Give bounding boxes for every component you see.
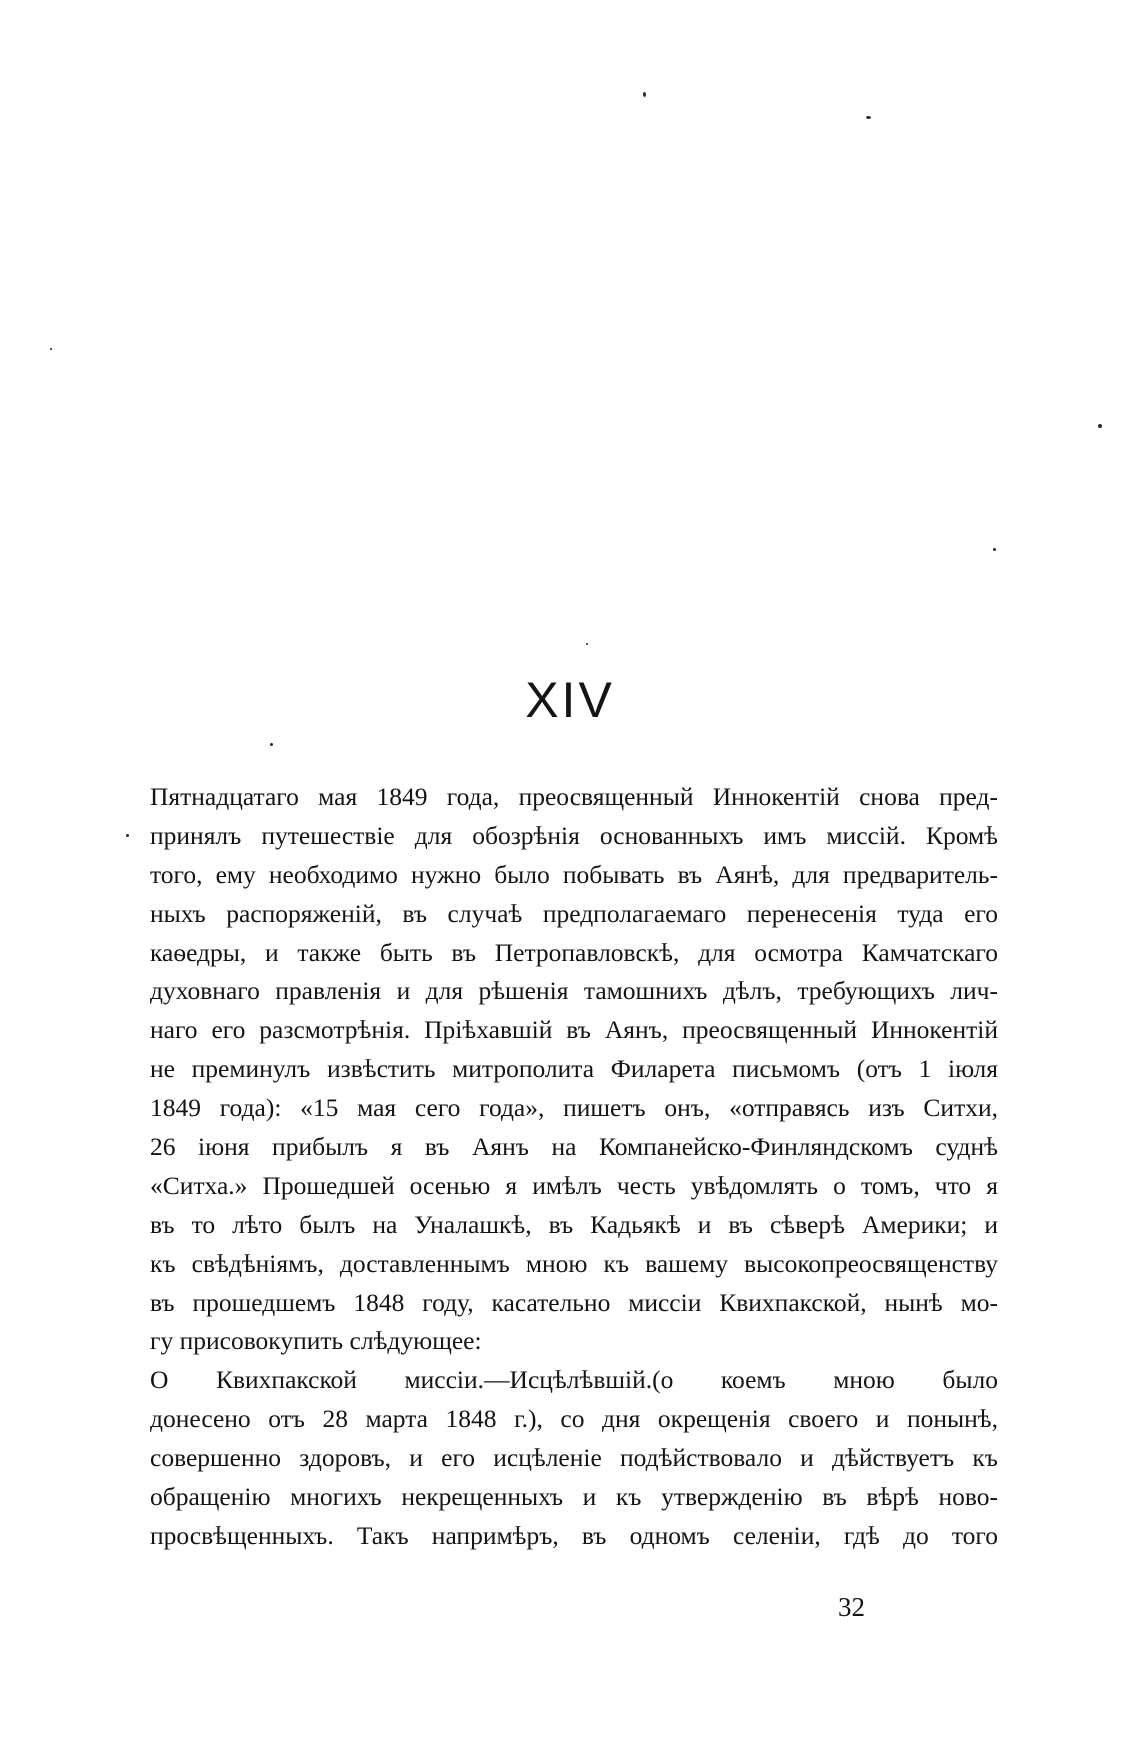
scan-speck (1098, 424, 1102, 428)
text-line: донесено отъ 28 марта 1848 г.), со дня окрещенія своего и понынѣ, (150, 1404, 998, 1434)
text-line: ныхъ распоряженій, въ случаѣ предполагаемаго перенесенія туда его (150, 898, 998, 928)
scan-speck (993, 548, 996, 551)
body-text (150, 778, 998, 1556)
chapter-heading: XIV (525, 672, 615, 728)
scan-speck (866, 116, 871, 119)
text-line: гу присовокупить слѣдующее: (150, 1326, 482, 1356)
text-line: просвѣщенныхъ. Такъ напримѣръ, въ одномъ селеніи, гдѣ до того (150, 1520, 998, 1550)
scan-speck (643, 92, 646, 97)
text-line: О Квихпакской миссіи.—Исцѣлѣвшій.(о коемъ мною было (150, 1365, 998, 1395)
text-line: въ то лѣто былъ на Уналашкѣ, въ Кадьякѣ и въ сѣверѣ Америки; и (150, 1209, 998, 1239)
text-line: «Ситха.» Прошедшей осенью я имѣлъ честь увѣдомлять о томъ, что я (150, 1170, 998, 1200)
text-line: совершенно здоровъ, и его исцѣленіе подѣйствовало и дѣйствуетъ къ (150, 1443, 998, 1473)
scan-speck (50, 348, 52, 350)
text-line: наго его разсмотрѣнія. Пріѣхавшій въ Аянъ, преосвященный Иннокентій (150, 1015, 998, 1045)
text-line: духовнаго правленія и для рѣшенія тамошнихъ дѣлъ, требующихъ лич- (150, 976, 998, 1006)
text-line: каѳедры, и также быть въ Петропавловскѣ, для осмотра Камчатскаго (150, 937, 998, 967)
text-line: Пятнадцатаго мая 1849 года, преосвященный Иннокентій снова пред- (150, 782, 998, 811)
scan-speck (270, 743, 273, 746)
text-line: не преминулъ извѣстить митрополита Филарета письмомъ (отъ 1 іюля (150, 1054, 998, 1084)
text-line: обращенію многихъ некрещенныхъ и къ утвержденію въ вѣрѣ ново- (150, 1482, 998, 1512)
scan-speck (586, 643, 588, 645)
text-line: того, ему необходимо нужно было побывать въ Аянѣ, для предваритель- (150, 859, 998, 889)
text-line: принялъ путешествіе для обозрѣнія основанныхъ имъ миссій. Кромѣ (150, 820, 998, 850)
scan-speck (126, 834, 129, 837)
page-number: 32 (838, 1592, 865, 1622)
text-line: въ прошедшемъ 1848 году, касательно миссіи Квихпакской, нынѣ мо- (150, 1287, 998, 1317)
text-line: къ свѣдѣніямъ, доставленнымъ мною къ вашему высокопреосвященству (150, 1248, 998, 1278)
text-line: 26 іюня прибылъ я въ Аянъ на Компанейско-Финляндскомъ суднѣ (150, 1132, 998, 1162)
text-line: 1849 года): «15 мая сего года», пишетъ онъ, «отправясь изъ Ситхи, (150, 1093, 998, 1123)
